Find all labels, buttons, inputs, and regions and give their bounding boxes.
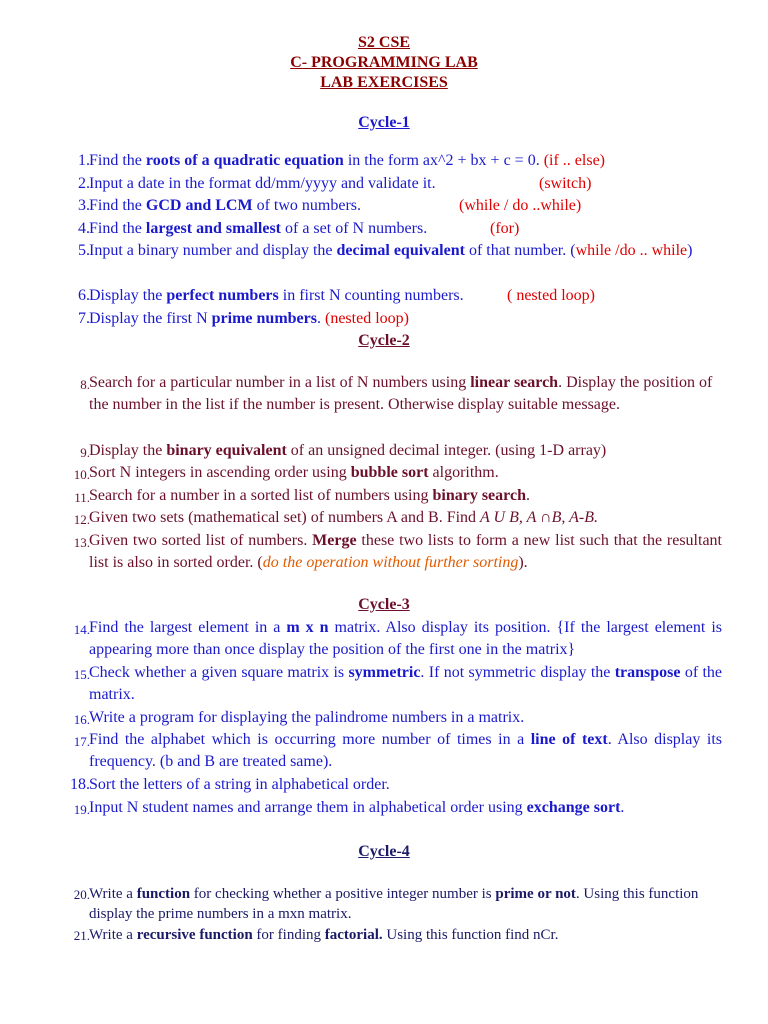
exercise-17: 17. Find the alphabet which is occurring more number of times in a line of text. Also display its frequency. (b and B are treated same).: [73, 731, 722, 770]
exercise-9: 9. Display the binary equivalent of an unsigned decimal integer. (using 1-D array): [80, 442, 607, 460]
exercise-8: 8. Search for a particular number in a list of N numbers using linear search. Display the position of the number in the list if the number is present. Otherwise display suitable message.: [80, 374, 713, 413]
cycle-3-heading: Cycle-3: [358, 596, 410, 613]
exercise-18: 18. Sort the letters of a string in alphabetical order.: [70, 776, 390, 793]
exercise-2: 2. Input a date in the format dd/mm/yyyy and validate it. (switch): [78, 175, 592, 192]
exercise-12: 12. Given two sets (mathematical set) of numbers A and B. Find A U B, A ∩B, A-B.: [73, 509, 598, 527]
exercise-20: 20. Write a function for checking whether a positive integer number is prime or not. Using this function display the prime numbers in a mxn matrix.: [73, 886, 699, 922]
exercise-5: 5. Input a binary number and display the decimal equivalent of that number. (while /do .. while): [78, 242, 693, 259]
exercise-19: 19. Input N student names and arrange them in alphabetical order using exchange sort.: [73, 799, 625, 817]
exercise-4: 4. Find the largest and smallest of a set of N numbers. (for): [78, 220, 520, 237]
course-heading: S2 CSE: [357, 34, 411, 51]
cycle-2-heading: Cycle-2: [358, 332, 410, 349]
cycle-4-heading: Cycle-4: [358, 843, 410, 860]
exercise-10: 10. Sort N integers in ascending order using bubble sort algorithm.: [73, 464, 499, 482]
exercise-6: 6. Display the perfect numbers in first N counting numbers. ( nested loop): [78, 287, 595, 304]
exercise-16: 16. Write a program for displaying the palindrome numbers in a matrix.: [73, 709, 525, 727]
exercise-15: 15. Check whether a given square matrix is symmetric. If not symmetric display the transpose of the matrix.: [73, 664, 723, 703]
exercise-14: 14. Find the largest element in a m x n matrix. Also display its position. {If the largest element is appearing more than once display the position of the first one in the matrix}: [73, 619, 722, 658]
cycle-1-heading: Cycle-1: [358, 114, 410, 131]
exercise-21: 21. Write a recursive function for finding factorial. Using this function find nCr.: [73, 927, 559, 943]
exercise-1: 1. Find the roots of a quadratic equation in the form ax^2 + bx + c = 0. (if .. else): [78, 152, 606, 169]
page-title: LAB EXERCISES: [320, 74, 448, 91]
exercise-3: 3. Find the GCD and LCM of two numbers. (while / do ..while): [78, 197, 582, 214]
exercise-11: 11. Search for a number in a sorted list of numbers using binary search.: [74, 487, 530, 505]
exercise-7: 7. Display the first N prime numbers. (nested loop): [78, 310, 409, 327]
exercise-13: 13. Given two sorted list of numbers. Merge these two lists to form a new list such that the resultant list is also in sorted order. (do the operation without further sorting).: [73, 532, 722, 571]
subject-heading: C- PROGRAMMING LAB: [290, 54, 478, 71]
